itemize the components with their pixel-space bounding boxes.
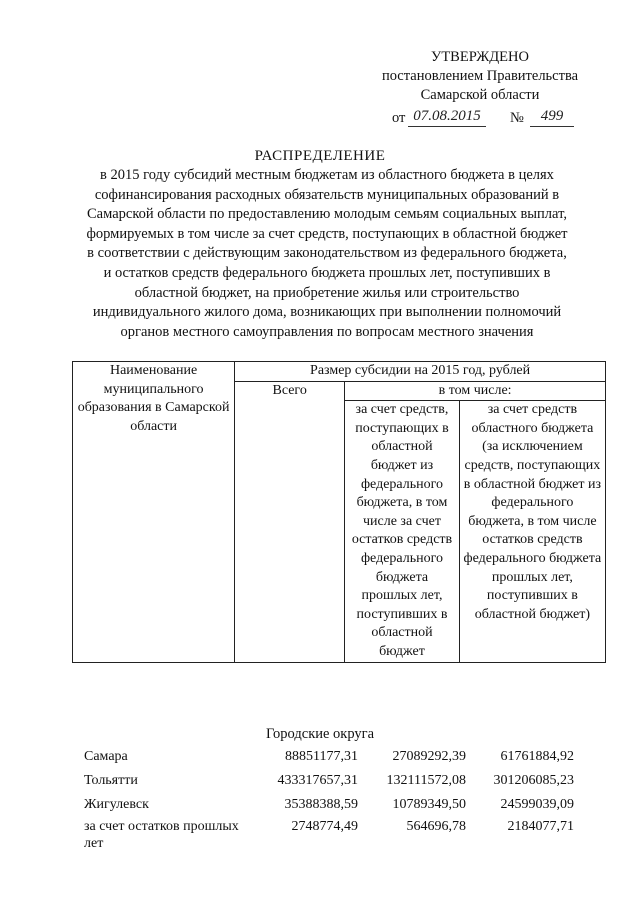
header-regional: за счет средств областного бюджета (за исключением средств, поступающих в областной бюджет из федерального бюджета, в том числе остатков средств федерального бюджета прошлых лет, поступивших в областной бюджет)	[459, 401, 605, 662]
row-federal: 564696,78	[406, 819, 466, 834]
region-label: Самарской области	[420, 87, 540, 103]
approved-by-label: постановлением Правительства	[381, 68, 579, 84]
number-sign: №	[510, 110, 524, 126]
row-regional: 301206085,23	[493, 773, 574, 788]
header-federal: за счет средств, поступающих в областной бюджет из федерального бюджета, в том числе за счет остатков средств федерального бюджета прошлых лет, поступивших в областной бюджет	[345, 401, 460, 662]
table-row	[84, 746, 574, 770]
table-row	[84, 818, 574, 852]
row-name: Самара	[84, 749, 128, 764]
date-number-line	[370, 107, 590, 129]
data-table	[84, 746, 574, 852]
approved-label: УТВЕРЖДЕНО	[431, 49, 529, 65]
row-regional: 2184077,71	[507, 819, 574, 834]
row-total: 88851177,31	[285, 749, 358, 764]
row-federal: 132111572,08	[386, 773, 466, 788]
row-name: Тольятти	[84, 773, 138, 788]
section-title: Городские округа	[265, 726, 375, 742]
approval-block	[370, 48, 590, 129]
table-row	[84, 770, 574, 794]
row-regional: 24599039,09	[500, 797, 574, 812]
document-subtitle: в 2015 году субсидий местным бюджетам из областного бюджета в целях софинансирования расходных обязательств муниципальных образований в Самарской области по предоставлению молодым семьям социальных выплат, формируемых в том числе за счет средств, поступающих в областной бюджет в соответствии с действующим законодательством из федерального бюджета, и остатков средств федерального бюджета прошлых лет, поступивших в областной бюджет, на приобретение жилья или строительство индивидуального жилого дома, возникающих при выполнении полномочий органов местного самоуправления по вопросам местного значения	[86, 167, 568, 340]
row-total: 433317657,31	[277, 773, 358, 788]
row-name: за счет остатков прошлых лет	[84, 819, 239, 851]
row-federal: 27089292,39	[392, 749, 466, 764]
table-row	[84, 794, 574, 818]
row-federal: 10789349,50	[392, 797, 466, 812]
row-name: Жигулевск	[84, 797, 149, 812]
approval-date: 07.08.2015	[408, 107, 486, 127]
header-including: в том числе:	[345, 381, 606, 401]
header-table	[72, 361, 606, 663]
row-regional: 61761884,92	[500, 749, 574, 764]
date-prefix: от	[392, 110, 406, 126]
row-total: 35388388,59	[284, 797, 358, 812]
header-municipality: Наименование муниципального образования в Самарской области	[73, 362, 235, 663]
approval-number: 499	[530, 107, 574, 127]
header-total: Всего	[235, 381, 345, 662]
header-amount: Размер субсидии на 2015 год, рублей	[235, 362, 606, 382]
row-total: 2748774,49	[291, 819, 358, 834]
document-title: РАСПРЕДЕЛЕНИЕ	[254, 148, 386, 164]
